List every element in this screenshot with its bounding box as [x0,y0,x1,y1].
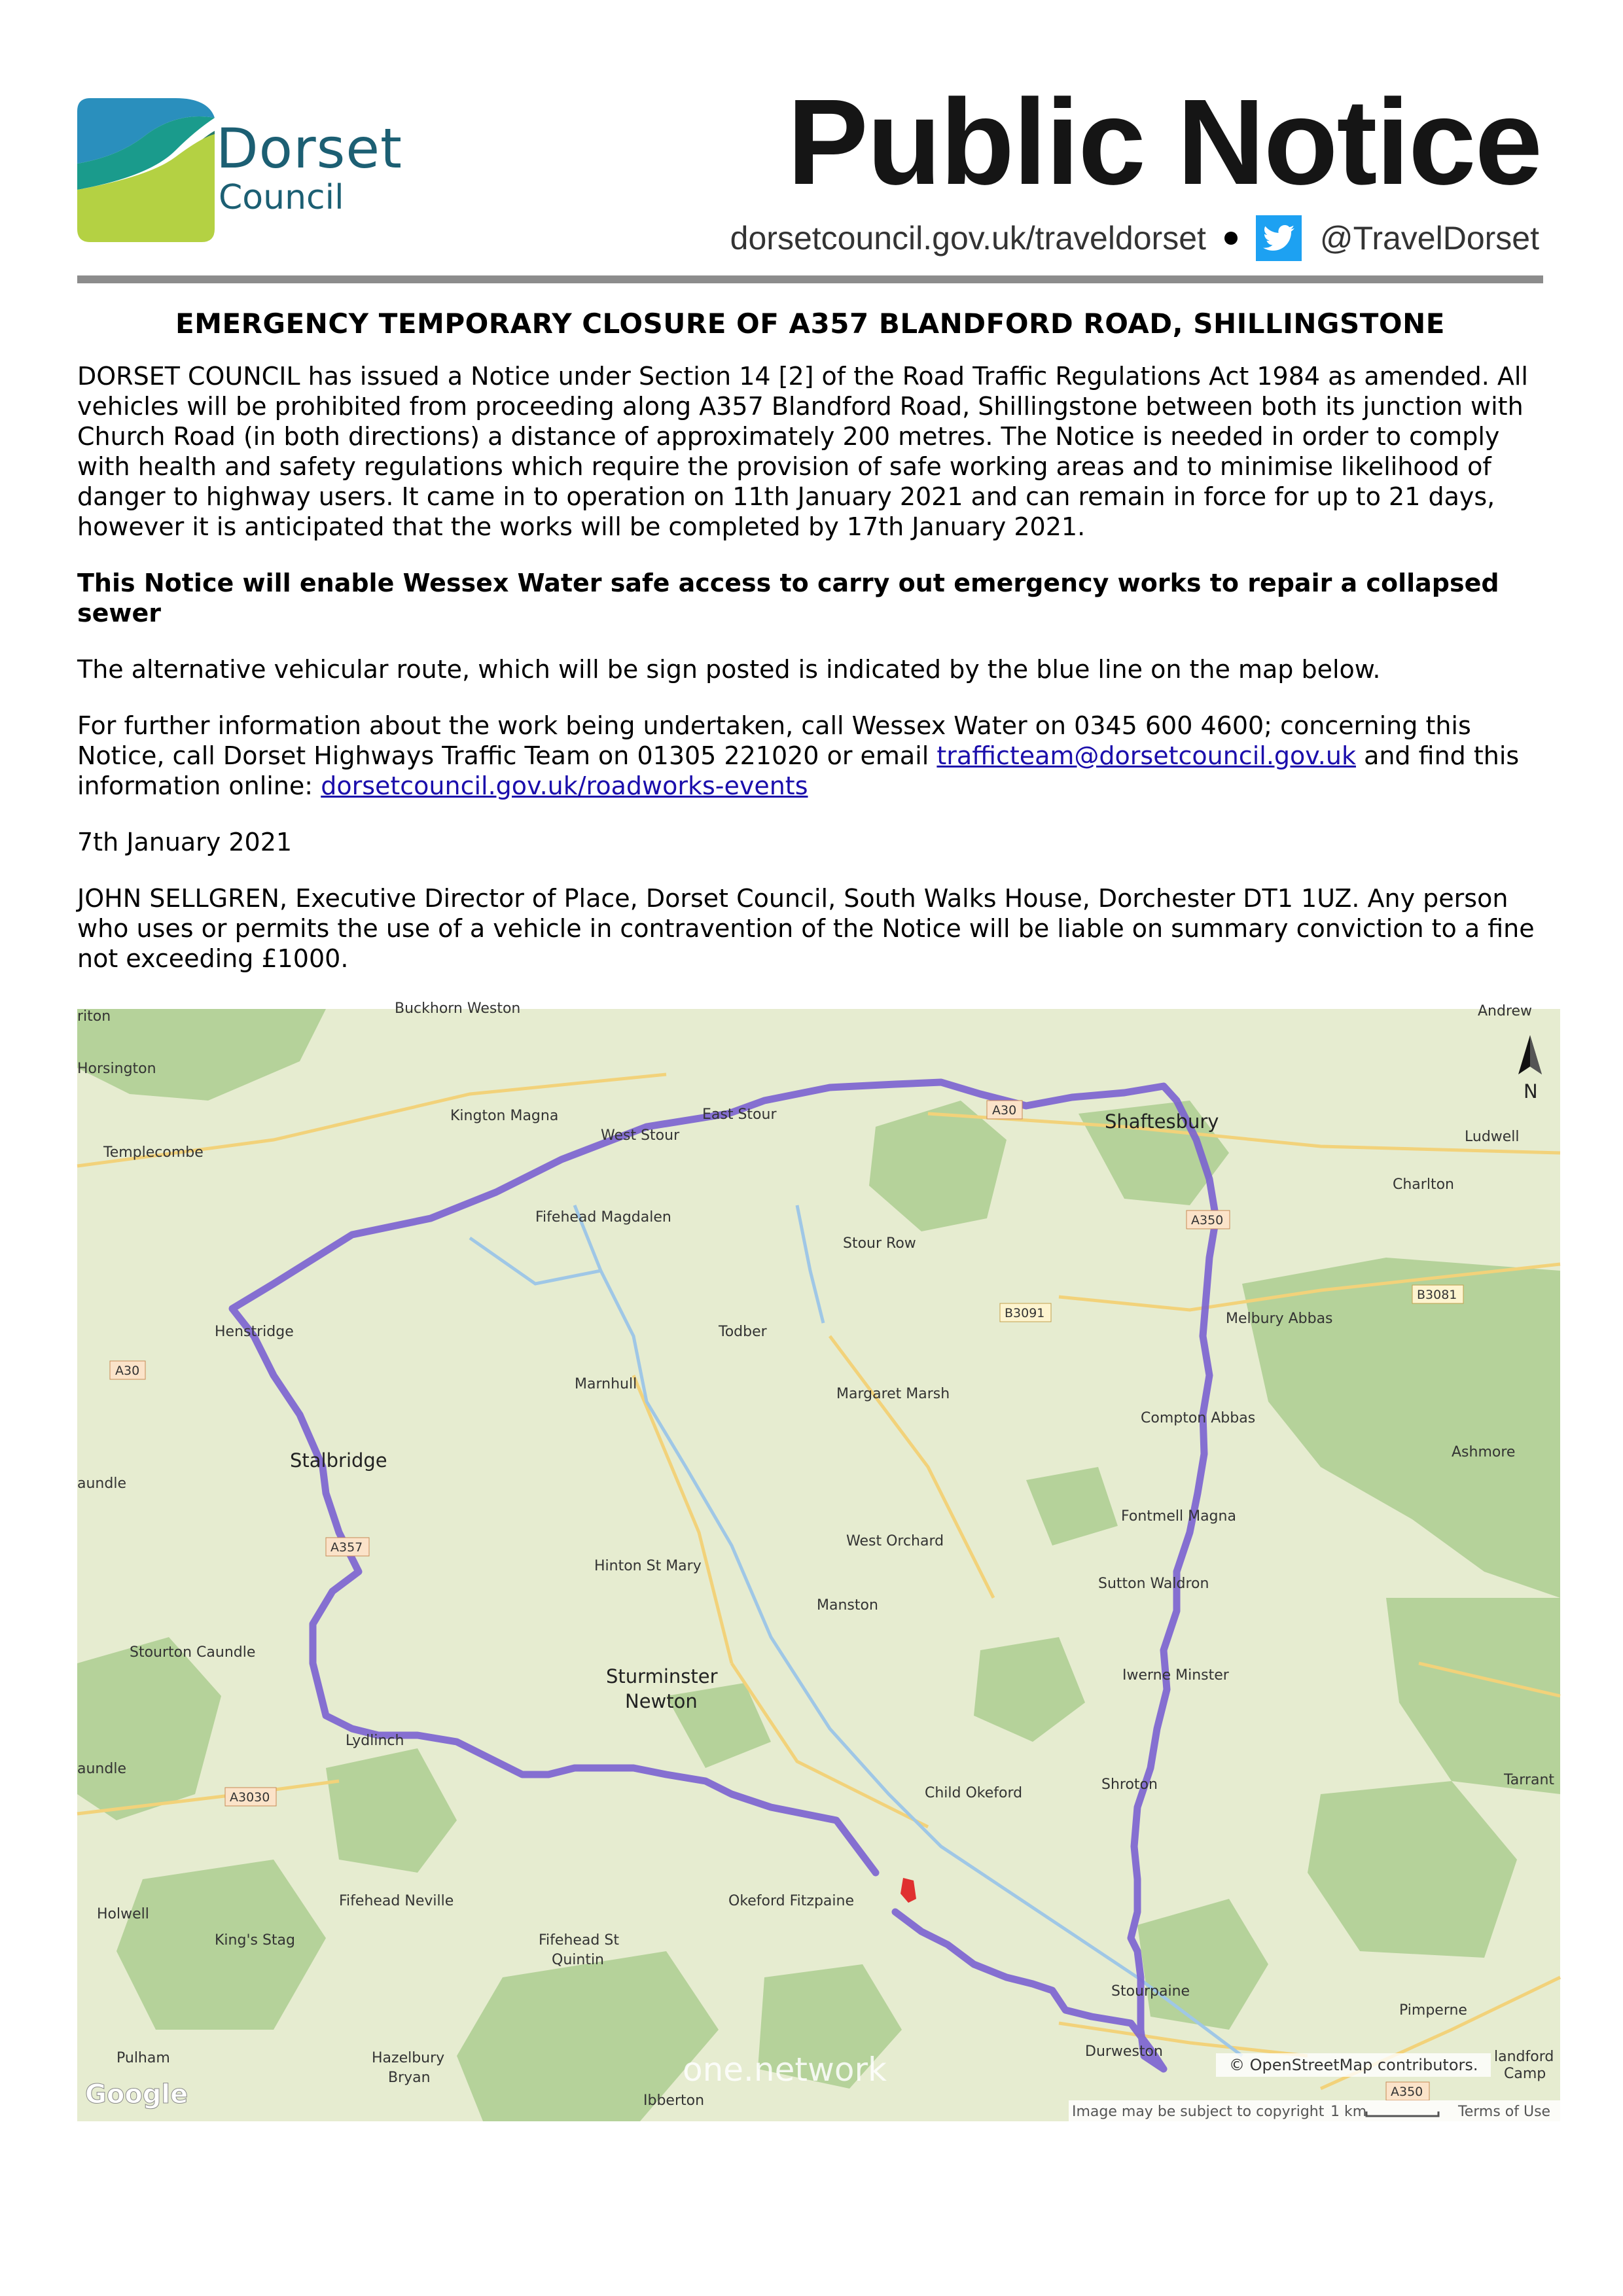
logo-wordmark-council: Council [219,178,344,217]
label-hinton-st-mary: Hinton St Mary [594,1558,702,1574]
label-fifehead-st: Fifehead St [539,1932,619,1949]
notice-heading: EMERGENCY TEMPORARY CLOSURE OF A357 BLANDFORD ROAD, SHILLINGSTONE [175,308,1445,340]
scale-label: 1 km [1330,2104,1367,2120]
label-iwerne-minster: Iwerne Minster [1122,1667,1229,1684]
road-b3091: B3091 [1005,1306,1045,1320]
terms-link[interactable]: Terms of Use [1458,2104,1551,2120]
label-newton: Newton [625,1690,698,1712]
info-text-start: For further information about the work being undertaken, call Wessex Water on 0345 600 4600; concerning this Notice, call Dorset Highways Traffic Team on 01305 221020 or email [77,711,1471,770]
label-durweston: Durweston [1085,2043,1163,2060]
north-label: N [1524,1080,1538,1103]
notice-paragraph-main: DORSET COUNCIL has issued a Notice under Section 14 [2] of the Road Traffic Regulations Act 1984 as amended. All vehicles will be prohibited from proceeding along A357 Blandford Road, Shillingstone between both its junction with Church Road (in both directions) a distance of approximately 200 metres. The Notice is needed in order to comply with health and safety regulations which require the provision of safe working areas and to minimise likelihood of danger to highway users. It came in to operation on 11th January 2021 and can remain in force for up to 21 days, however it is anticipated that the works will be completed by 17th January 2021. [77,362,1528,541]
diversion-map[interactable] [77,1000,1560,2121]
label-kings-stag: King's Stag [215,1932,295,1949]
label-manston: Manston [817,1597,878,1614]
notice-paragraph-route: The alternative vehicular route, which will be sign posted is indicated by the blue line on the map below. [77,655,1381,684]
label-melbury-abbas: Melbury Abbas [1226,1311,1333,1327]
label-bryan: Bryan [388,2070,431,2086]
label-pimperne: Pimperne [1399,2002,1467,2019]
page-title: Public Notice [787,75,1541,210]
label-holwell: Holwell [97,1906,149,1922]
label-hazelbury: Hazelbury [372,2050,445,2066]
twitter-handle[interactable]: @TravelDorset [1319,220,1539,256]
label-stourpaine: Stourpaine [1111,1983,1190,2000]
road-a30-east: A30 [992,1103,1017,1118]
label-east-stour: East Stour [702,1106,777,1123]
copyright-note: Image may be subject to copyright [1072,2104,1325,2120]
label-aundle-2: aundle [77,1761,126,1777]
label-blandford: landford [1494,2049,1554,2065]
notice-body [77,308,1543,1000]
label-shaftesbury: Shaftesbury [1105,1110,1219,1133]
label-sutton-waldron: Sutton Waldron [1098,1576,1209,1592]
onenetwork-watermark: one.network [683,2051,887,2089]
label-fifehead-neville: Fifehead Neville [339,1893,454,1909]
label-charlton: Charlton [1393,1176,1454,1193]
label-west-orchard: West Orchard [846,1533,944,1549]
label-todber: Todber [719,1324,767,1340]
road-a350-north: A350 [1191,1213,1224,1227]
label-margaret-marsh: Margaret Marsh [836,1386,950,1402]
label-andrew: Andrew [1478,1003,1533,1019]
label-pulham: Pulham [116,2050,170,2066]
label-child-okeford: Child Okeford [925,1785,1023,1801]
label-lydlinch: Lydlinch [346,1733,404,1749]
label-camp: Camp [1504,2066,1546,2082]
osm-attribution[interactable]: © OpenStreetMap contributors. [1229,2056,1478,2074]
label-horsington: Horsington [77,1061,156,1077]
label-tarrant: Tarrant [1504,1772,1555,1788]
label-kington-magna: Kington Magna [450,1108,559,1124]
road-a357: A357 [330,1540,363,1555]
label-fontmell-magna: Fontmell Magna [1121,1508,1236,1525]
label-compton-abbas: Compton Abbas [1141,1410,1256,1426]
notice-signoff: JOHN SELLGREN, Executive Director of Place, Dorset Council, South Walks House, Dorchester DT1 1UZ. Any person who uses or permits the use of a vehicle in contravention of the Notice will be liable on summary conviction to a fine not exceeding £1000. [77,884,1535,973]
notice-paragraph-info [77,711,1543,801]
label-stourton-caundle: Stourton Caundle [130,1644,256,1661]
notice-date: 7th January 2021 [77,828,293,857]
label-sturminster: Sturminster [606,1665,718,1687]
info-text-mid: and find this information online: [77,741,1520,800]
label-stalbridge: Stalbridge [290,1449,387,1472]
road-a3030: A3030 [230,1790,270,1805]
label-templecombe: Templecombe [103,1144,204,1161]
logo-wordmark-dorset: Dorset [216,116,402,181]
label-west-stour: West Stour [601,1127,680,1144]
road-a350-south: A350 [1391,2085,1423,2099]
label-fifehead-magdalen: Fifehead Magdalen [535,1209,671,1226]
label-stour-row: Stour Row [843,1235,916,1252]
label-buckhorn-weston: Buckhorn Weston [395,1000,521,1017]
roadworks-link[interactable]: dorsetcouncil.gov.uk/roadworks-events [321,771,808,800]
road-b3081: B3081 [1417,1288,1457,1302]
website-link[interactable]: dorsetcouncil.gov.uk/traveldorset [730,220,1206,256]
label-ashmore: Ashmore [1452,1444,1516,1460]
label-riton: riton [77,1008,111,1025]
twitter-icon [1256,215,1302,261]
label-shroton: Shroton [1101,1776,1158,1793]
label-henstridge: Henstridge [215,1324,294,1340]
contact-bar [730,213,1539,263]
label-ludwell: Ludwell [1465,1129,1520,1145]
google-watermark: Google [85,2079,188,2110]
email-link[interactable]: trafficteam@dorsetcouncil.gov.uk [936,741,1356,770]
label-quintin: Quintin [552,1952,604,1968]
road-a30-west: A30 [115,1364,140,1378]
notice-paragraph-bold: This Notice will enable Wessex Water safe access to carry out emergency works to repair a collapsed sewer [77,569,1499,627]
label-marnhull: Marnhull [575,1376,637,1392]
label-aundle-1: aundle [77,1475,126,1492]
label-ibberton: Ibberton [643,2093,705,2109]
label-okeford-fitzpaine: Okeford Fitzpaine [728,1893,855,1909]
header-divider [77,275,1543,283]
bullet-separator [1224,232,1238,245]
